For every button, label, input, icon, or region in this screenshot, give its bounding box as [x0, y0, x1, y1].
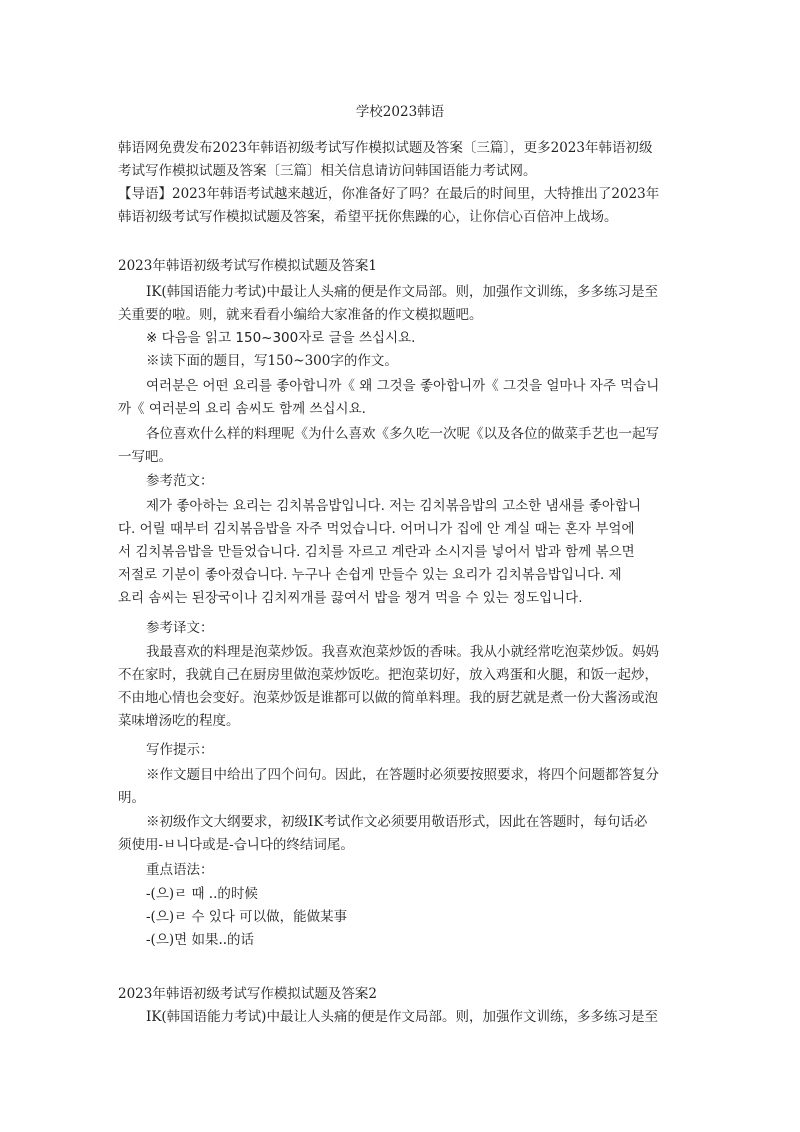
grammar-item: -(으)면 如果..的话: [146, 932, 255, 948]
cn-question-line: 各位喜欢什么样的料理呢《为什么喜欢《多久吃一次呢《以及各位的做菜手艺也一起写: [146, 426, 659, 442]
grammar-label: 重点语法：: [146, 862, 214, 878]
tip2-line: 须使用-ㅂ니다或是-습니다的终结词尾。: [118, 837, 354, 853]
korean-instruction: ※ 다음을 읽고 150~300자로 글을 쓰십시요.: [146, 330, 416, 346]
ref-translation-label: 参考译文：: [146, 620, 214, 636]
tip1-line: 明。: [118, 790, 145, 806]
intro-paragraph: [118, 137, 684, 183]
intro-line: 韩语网免费发布2023年韩语初级考试写作模拟试题及答案〔三篇〕，更多2023年韩语初级: [118, 140, 653, 156]
ref-essay-line: 요리 솜씨는 된장국이나 김치찌개를 끓여서 밥을 챙겨 먹을 수 있는 정도입니다.: [118, 590, 583, 606]
ref-translation-line: 不在家时，我就自己在厨房里做泡菜炒饭吃。把泡菜切好，放入鸡蛋和火腿，和饭一起炒，: [118, 667, 658, 683]
ref-translation: [118, 641, 684, 733]
section1-intro: [118, 281, 684, 327]
tip-2: [118, 811, 684, 857]
chinese-instruction: ※读下面的题目，写150~300字的作文。: [146, 353, 398, 369]
ref-essay-line: 다. 어릴 때부터 김치볶음밥을 자주 먹었습니다. 어머니가 집에 안 계실 때는 혼자 부엌에: [118, 521, 635, 537]
tip1-line: ※作文题目中给出了四个问句。因此，在答题时必须要按照要求，将四个问题都答复分: [146, 767, 659, 783]
page-title: 学校2023韩语: [355, 104, 445, 120]
s1-intro-line: IK(韩国语能力考试)中最让人头痛的便是作文局部。则，加强作文训练，多多练习是至: [146, 284, 658, 300]
ref-translation-line: 不由地心情也会变好。泡菜炒饭是谁都可以做的简单料理。我的厨艺就是煮一份大酱汤或泡: [118, 690, 658, 706]
grammar-list: [118, 883, 712, 952]
ref-essay: [118, 495, 684, 610]
grammar-item: -(으)ㄹ 때 ..的时候: [146, 886, 258, 902]
tips-label: 写作提示：: [146, 742, 214, 758]
ref-essay-line: 저절로 기분이 좋아졌습니다. 누구나 손쉽게 만들수 있는 요리가 김치볶음밥입니다. 제: [118, 567, 622, 583]
kr-question-line: 여러분은 어떤 요리를 좋아합니까《 왜 그것을 좋아합니까《 그것을 얼마나 자주 먹습니: [146, 378, 660, 394]
s1-intro-line: 关重要的啦。则，就来看看小编给大家准备的作文模拟题吧。: [118, 307, 483, 323]
guide-paragraph: [118, 183, 684, 229]
section2-intro: IK(韩国语能力考试)中最让人头痛的便是作文局部。则，加强作文训练，多多练习是至: [146, 1009, 658, 1025]
guide-line: 韩语初级考试写作模拟试题及答案，希望平抚你焦躁的心，让你信心百倍冲上战场。: [118, 209, 618, 225]
kr-question-line: 까《 여러분의 요리 솜씨도 함께 쓰십시요.: [118, 401, 366, 417]
ref-translation-line: 我最喜欢的料理是泡菜炒饭。我喜欢泡菜炒饭的香味。我从小就经常吃泡菜炒饭。妈妈: [146, 644, 659, 660]
ref-essay-label: 参考范文：: [146, 473, 214, 489]
ref-essay-line: 서 김치볶음밥을 만들었습니다. 김치를 자르고 계란과 소시지를 넣어서 밥과 함께 볶으면: [118, 544, 635, 560]
section1-heading: 2023年韩语初级考试写作模拟试题及答案1: [118, 258, 377, 274]
grammar-item: -(으)ㄹ 수 있다 可以做，能做某事: [146, 909, 348, 925]
guide-line: 【导语】2023年韩语考试越来越近，你准备好了吗？在最后的时间里，大特推出了2023年: [118, 186, 660, 202]
korean-question: [118, 375, 684, 421]
tip-1: [118, 764, 684, 810]
intro-line: 考试写作模拟试题及答案〔三篇〕相关信息请访问韩国语能力考试网。: [118, 163, 537, 179]
section2-heading: 2023年韩语初级考试写作模拟试题及答案2: [118, 986, 377, 1002]
tip2-line: ※初级作文大纲要求，初级IK考试作文必须要用敬语形式，因此在答题时，每句话必: [146, 814, 648, 830]
chinese-question: [118, 423, 684, 469]
ref-translation-line: 菜味增汤吃的程度。: [118, 713, 240, 729]
cn-question-line: 一写吧。: [118, 449, 172, 465]
ref-essay-line: 제가 좋아하는 요리는 김치볶음밥입니다. 저는 김치볶음밥의 고소한 냄새를 좋아합니: [146, 498, 642, 514]
